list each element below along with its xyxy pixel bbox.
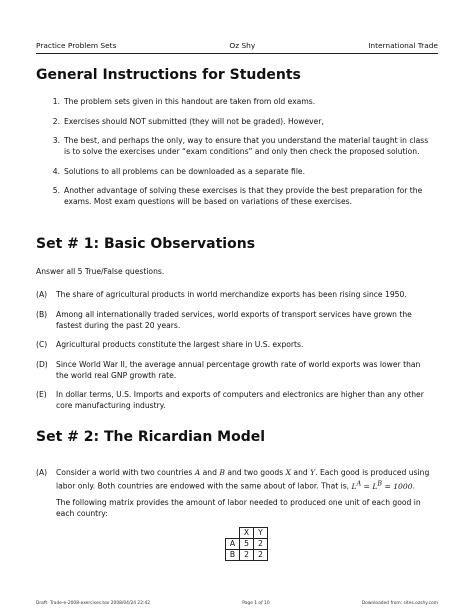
general-item-1 <box>36 96 434 107</box>
math-y: Y <box>310 468 316 477</box>
set1-item-e <box>36 389 434 411</box>
item-mark: (B) <box>36 309 48 319</box>
running-footer <box>36 601 438 607</box>
item-text: Exercises should NOT submitted (they will not be graded). However, <box>64 116 324 126</box>
item-number: 5. <box>52 186 60 196</box>
general-item-5 <box>36 185 434 207</box>
footer-center: Page 1 of 10 <box>242 601 270 606</box>
general-item-2 <box>36 116 434 127</box>
set2-paragraph-2: The following matrix provides the amount of labor needed to produced one unit of each good in each country: <box>56 497 421 518</box>
matrix-row-label: A <box>226 539 240 550</box>
equation <box>352 482 413 491</box>
item-mark: (D) <box>36 359 48 369</box>
general-list <box>36 96 434 216</box>
text-run: . <box>412 481 415 491</box>
matrix-cell: 2 <box>240 550 254 561</box>
item-number: 4. <box>52 166 60 176</box>
matrix-row-label: B <box>226 550 240 561</box>
set1-item-d <box>36 359 434 381</box>
item-text: The share of agricultural products in world merchandize exports has been rising since 1950. <box>56 290 407 299</box>
set1-title: Set # 1: Basic Observations <box>36 236 256 252</box>
matrix-corner <box>226 528 240 539</box>
text-run: and two goods <box>224 468 286 477</box>
matrix-cell: 2 <box>254 550 268 561</box>
math-a: A <box>194 468 201 477</box>
running-header <box>36 41 438 50</box>
item-text: The best, and perhaps the only, way to ensure that you understand the material taught in class is to solve the exercises under “exam conditions” and only then check the proposed solution. <box>64 136 429 157</box>
set2-title: Set # 2: The Ricardian Model <box>36 429 266 445</box>
item-number: 2. <box>52 116 60 126</box>
set2-item-a <box>36 467 438 519</box>
header-left: Practice Problem Sets <box>36 41 117 50</box>
item-number: 3. <box>52 136 60 146</box>
math-x: X <box>285 468 291 477</box>
footer-left: Draft: Trade-e-2008-exercises.tex 2008/04/24 22:42 <box>36 601 151 606</box>
item-number: 1. <box>52 97 60 106</box>
labor-matrix <box>225 527 268 561</box>
set2-paragraph-1 <box>56 467 438 492</box>
matrix-row-a <box>226 539 268 550</box>
set1-list <box>36 289 434 420</box>
text-run: Consider a world with two countries <box>56 468 195 477</box>
general-title: General Instructions for Students <box>36 67 301 83</box>
text-run: and <box>200 468 220 477</box>
item-mark: (C) <box>36 340 48 349</box>
eq-sup-b: B <box>377 480 383 487</box>
matrix-col-y: Y <box>254 528 268 539</box>
header-center: Oz Shy <box>229 41 256 50</box>
item-text: Among all internationally traded services, world exports of transport services have grown the fastest during the past 20 years. <box>56 309 412 330</box>
text-run: . Each good is produced using labor only. Both countries are endowed with the same about of labor. That is, <box>56 468 430 491</box>
set1-item-a <box>36 289 434 300</box>
item-text: Another advantage of solving these exercises is that they provide the best preparation for the exams. Most exam questions will be based on variations of these exercises. <box>64 186 423 207</box>
item-text: The problem sets given in this handout are taken from old exams. <box>64 97 316 106</box>
footer-right: Downloaded from: sites.ozshy.com <box>361 601 438 606</box>
item-mark: (A) <box>36 468 48 477</box>
matrix-header-row <box>226 528 268 539</box>
math-b: B <box>219 468 225 477</box>
set1-item-b <box>36 309 434 331</box>
header-right: International Trade <box>368 41 438 50</box>
general-item-3 <box>36 135 434 157</box>
eq-end: = 1000 <box>382 481 413 491</box>
matrix-col-x: X <box>240 528 254 539</box>
eq-sup-a: A <box>356 480 362 487</box>
item-text: Solutions to all problems can be downloaded as a separate file. <box>64 166 306 176</box>
item-text: Agricultural products constitute the largest share in U.S. exports. <box>56 340 304 349</box>
set1-intro: Answer all 5 True/False questions. <box>36 267 165 276</box>
matrix-cell: 2 <box>254 539 268 550</box>
text-run: and <box>291 468 311 477</box>
matrix-row-b <box>226 550 268 561</box>
header-rule <box>36 53 438 54</box>
item-text: In dollar terms, U.S. Imports and exports of computers and electronics are higher than any other core manufacturing industry. <box>56 390 424 410</box>
set1-item-c <box>36 339 434 350</box>
matrix-cell: 5 <box>240 539 254 550</box>
eq-mid: = L <box>361 481 378 491</box>
eq-l: L <box>351 481 357 491</box>
general-item-4 <box>36 166 434 177</box>
item-mark: (A) <box>36 290 48 299</box>
item-mark: (E) <box>36 390 47 399</box>
item-text: Since World War II, the average annual percentage growth rate of world exports was lower than the world real GNP growth rate. <box>56 359 421 380</box>
